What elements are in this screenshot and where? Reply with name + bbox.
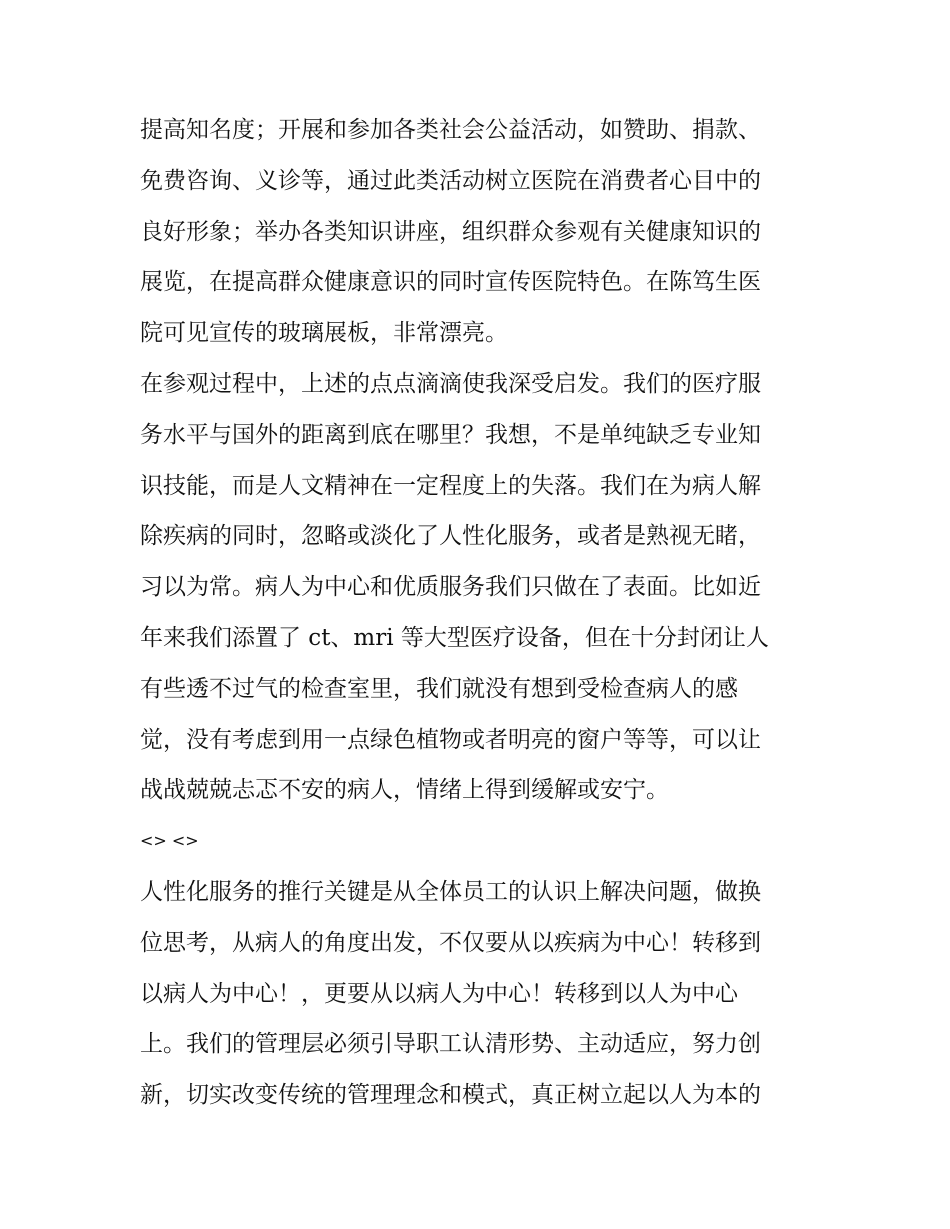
text-line: 新，切实改变传统的管理理念和模式，真正树立起以人为本的 [140,1082,761,1109]
text-line: 人性化服务的推行关键是从全体员工的认识上解决问题，做换 [140,878,761,905]
text-line: 觉，没有考虑到用一点绿色植物或者明亮的窗户等等，可以让 [140,726,761,753]
text-line: 年来我们添置了 ct、mri 等大型医疗设备，但在十分封闭让人 [140,624,769,651]
text-line: 识技能，而是人文精神在一定程度上的失落。我们在为病人解 [140,472,761,499]
document-body [140,105,820,1121]
text-line: 院可见宣传的玻璃展板，非常漂亮。 [140,320,508,347]
text-line: 战战兢兢忐忑不安的病人，情绪上得到缓解或安宁。 [140,777,669,804]
text-line: 在参观过程中，上述的点点滴滴使我深受启发。我们的医疗服 [140,370,761,397]
text-line: 习以为常。病人为中心和优质服务我们只做在了表面。比如近 [140,574,761,601]
paragraph-2 [140,359,820,816]
text-line: 位思考，从病人的角度出发，不仅要从以疾病为中心！转移到 [140,929,761,956]
text-line: 提高知名度；开展和参加各类社会公益活动，如赞助、捐款、 [140,117,761,143]
angle-bracket-marker: <> <> [140,831,199,851]
text-line: 良好形象；举办各类知识讲座，组织群众参观有关健康知识的 [140,218,761,245]
text-line: 务水平与国外的距离到底在哪里？我想，不是单纯缺乏专业知 [140,421,761,448]
text-line: 上。我们的管理层必须引导职工认清形势、主动适应，努力创 [140,1031,761,1058]
text-line: 以病人为中心！，更要从以病人为中心！转移到以人为中心 [140,980,738,1007]
text-line: 除疾病的同时，忽略或淡化了人性化服务，或者是熟视无睹， [140,523,761,550]
text-line: 有些透不过气的检查室里，我们就没有想到受检查病人的感 [140,675,738,702]
paragraph-3 [140,867,820,1121]
text-line: 展览，在提高群众健康意识的同时宣传医院特色。在陈笃生医 [140,269,761,296]
paragraph-1 [140,105,820,359]
text-line: 免费咨询、义诊等，通过此类活动树立医院在消费者心目中的 [140,167,761,194]
